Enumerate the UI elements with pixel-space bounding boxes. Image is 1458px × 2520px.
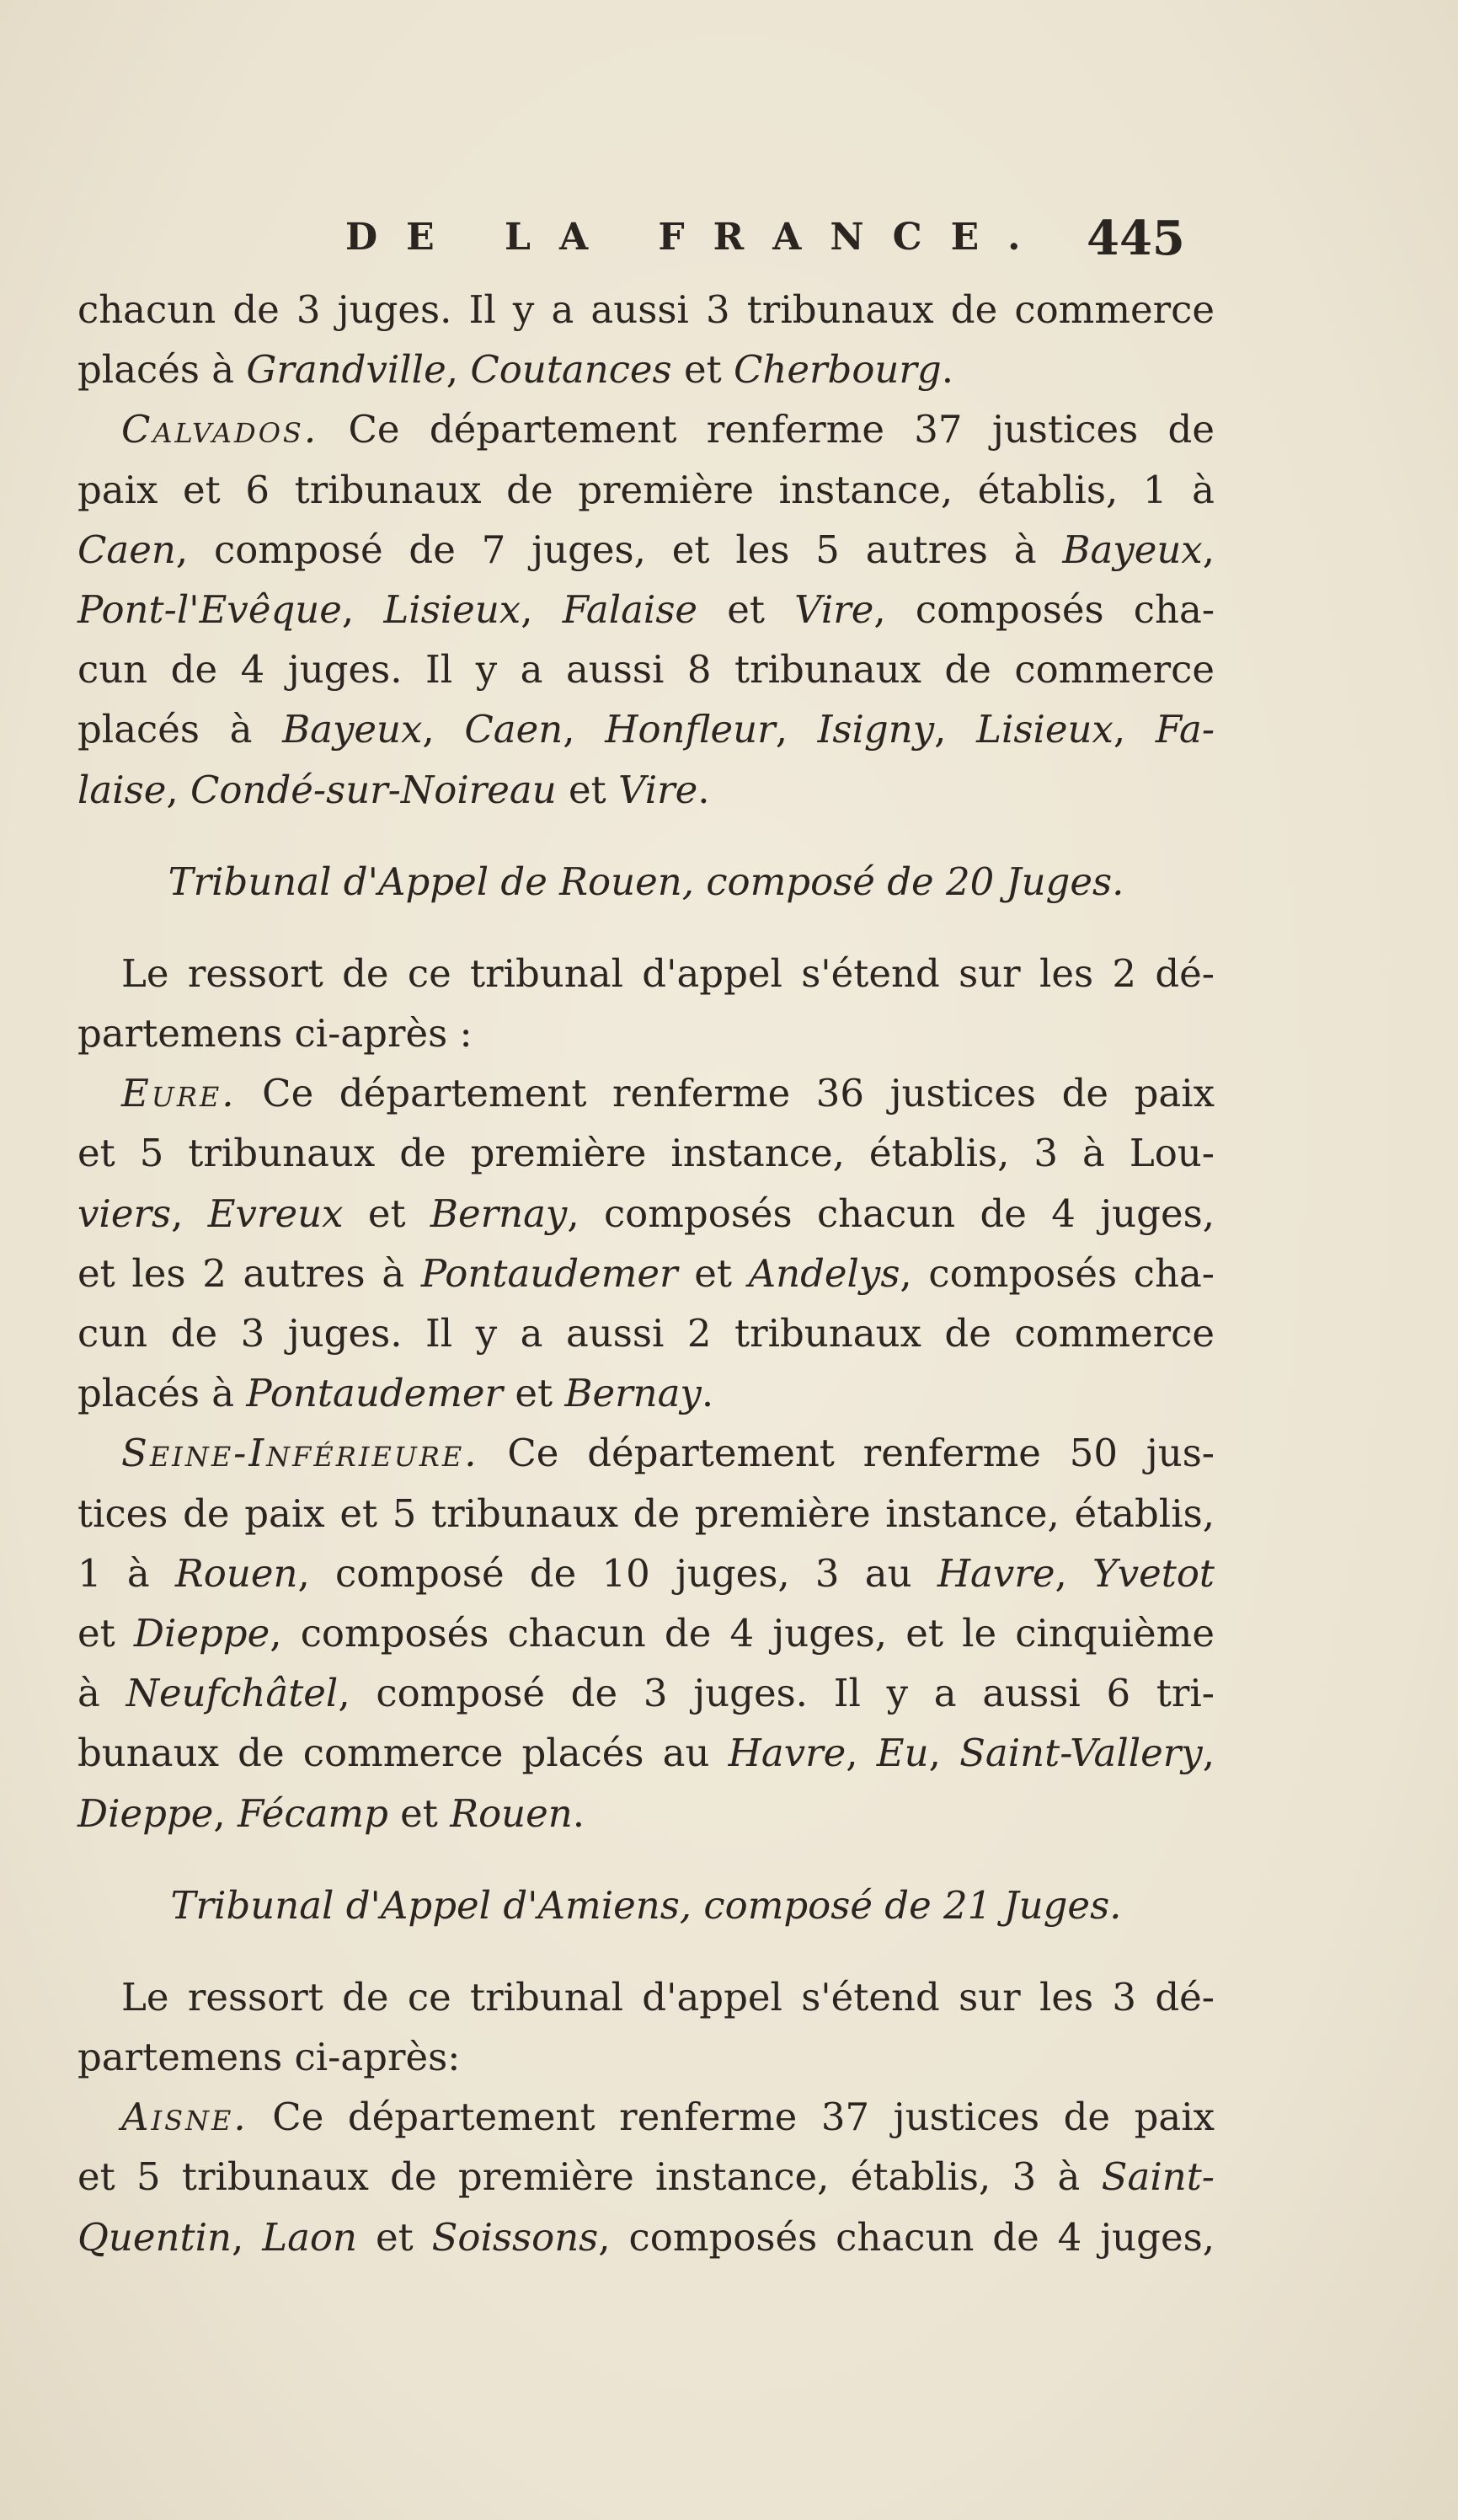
department-name: Eure. [121, 1071, 237, 1116]
text-line: cun de 3 juges. Il y a aussi 2 tribunaux de commerce [77, 1311, 1215, 1356]
text-line: Aisne. Ce département renferme 37 justices de paix [121, 2095, 1215, 2140]
department-name: Aisne. [121, 2095, 248, 2140]
section-heading: Tribunal d'Appel d'Amiens, composé de 21 Juges. [170, 1882, 1122, 1928]
text-line: Quentin, Laon et Soissons, composés chacun de 4 juges, [77, 2214, 1215, 2260]
department-name: Seine-Inférieure. [121, 1431, 479, 1476]
text-line: placés à Grandville, Coutances et Cherbourg. [77, 347, 954, 393]
text-line: laise, Condé-sur-Noireau et Vire. [77, 767, 710, 812]
text-line: placés à Pontaudemer et Bernay. [77, 1371, 714, 1416]
text-line: et 5 tribunaux de première instance, établis, 3 à Lou- [77, 1131, 1215, 1176]
text-line: cun de 4 juges. Il y a aussi 8 tribunaux de commerce [77, 647, 1215, 693]
text-line: et 5 tribunaux de première instance, établis, 3 à Saint- [77, 2154, 1215, 2200]
section-heading: Tribunal d'Appel de Rouen, composé de 20 Juges. [168, 859, 1124, 904]
text-line: Eure. Ce département renferme 36 justices de paix [121, 1071, 1215, 1116]
running-title: DE LA FRANCE. [345, 216, 1049, 259]
text-line: Calvados. Ce département renferme 37 justices de [121, 407, 1215, 452]
text-line: à Neufchâtel, composé de 3 juges. Il y a aussi 6 tri- [77, 1671, 1215, 1716]
text-line: Le ressort de ce tribunal d'appel s'étend sur les 3 dé- [121, 1974, 1215, 2020]
text-line: et les 2 autres à Pontaudemer et Andelys, composés cha- [77, 1250, 1215, 1296]
text-line: chacun de 3 juges. Il y a aussi 3 tribunaux de commerce [77, 287, 1215, 332]
text-line: Caen, composé de 7 juges, et les 5 autres à Bayeux, [77, 527, 1215, 572]
text-line: Seine-Inférieure. Ce département renferme 50 jus- [121, 1431, 1215, 1476]
text-line: partemens ci-après : [77, 1011, 473, 1057]
text-line: tices de paix et 5 tribunaux de première instance, établis, [77, 1490, 1215, 1536]
department-name: Calvados. [121, 407, 319, 452]
page-header [0, 211, 1458, 270]
text-line: et Dieppe, composés chacun de 4 juges, et le cinquième [77, 1610, 1215, 1656]
text-line: bunaux de commerce placés au Havre, Eu, Saint-Vallery, [77, 1731, 1215, 1776]
text-line: placés à Bayeux, Caen, Honfleur, Isigny, Lisieux, Fa- [77, 707, 1215, 752]
text-line: Dieppe, Fécamp et Rouen. [77, 1790, 585, 1836]
text-line: partemens ci-après: [77, 2035, 461, 2080]
text-line: Pont-l'Evêque, Lisieux, Falaise et Vire, composés cha- [77, 586, 1215, 632]
text-line: viers, Evreux et Bernay, composés chacun de 4 juges, [77, 1190, 1215, 1236]
page-number: 445 [1087, 211, 1185, 266]
text-line: paix et 6 tribunaux de première instance, établis, 1 à [77, 467, 1215, 512]
page-body [77, 280, 1215, 2267]
text-line: Le ressort de ce tribunal d'appel s'étend sur les 2 dé- [121, 950, 1215, 996]
text-line: 1 à Rouen, composé de 10 juges, 3 au Havre, Yvetot [77, 1550, 1215, 1596]
